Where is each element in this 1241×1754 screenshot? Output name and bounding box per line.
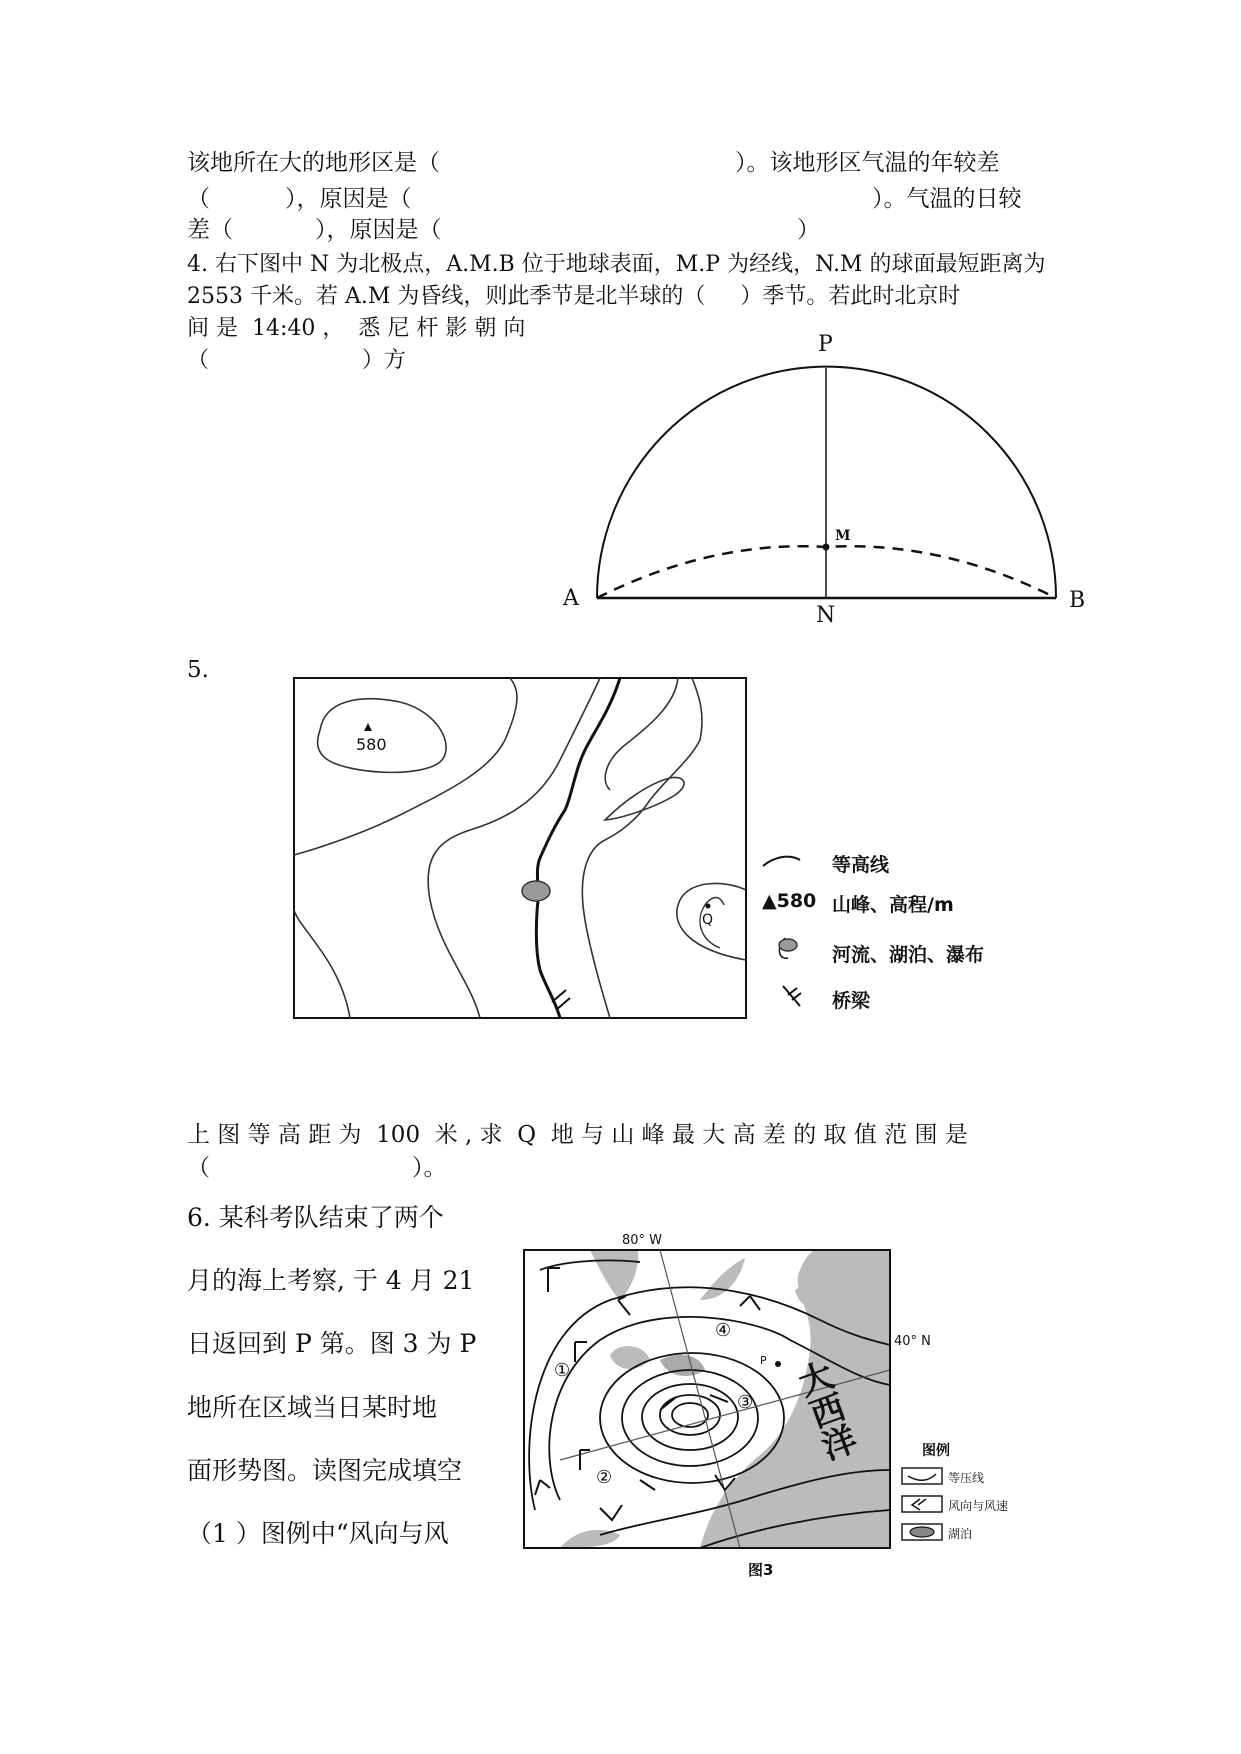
longitude-label: 80° W: [622, 1233, 663, 1248]
q3-line1-end: ）。该地形区气温的年较差: [735, 150, 1000, 176]
q4-line4-end: ）方: [362, 348, 407, 373]
marker-3: ③: [737, 1392, 754, 1413]
q6-line1: 6. 某科考队结束了两个: [187, 1203, 444, 1232]
label-a: A: [563, 586, 579, 611]
q4-line2: 2553 千米。若 A.M 为昏线，则此季节是北半球的（ ）季节。若此时北京时: [187, 284, 961, 309]
label-n: N: [816, 603, 836, 628]
q6-line6: （1 ）图例中“风向与风: [187, 1519, 449, 1548]
q3-line3-mid: ），原因是（: [315, 217, 442, 243]
legend-water: 河流、湖泊、瀑布: [832, 944, 985, 966]
legend-contour: 等高线: [832, 854, 890, 876]
legend-bridge: 桥梁: [832, 990, 871, 1012]
q3-line2-start: （: [187, 186, 210, 212]
q3-line3-end: ）: [797, 217, 820, 243]
q6-line2: 月的海上考察, 于 4 月 21: [187, 1266, 475, 1295]
q5-question-line2-start: （: [187, 1155, 210, 1181]
legend-title: 图例: [922, 1443, 950, 1459]
q3-line1-start: 该地所在大的地形区是（: [187, 150, 440, 176]
marker-2: ②: [596, 1467, 613, 1488]
q6-line3: 日返回到 P 第。图 3 为 P: [187, 1329, 477, 1358]
q5-number: 5.: [187, 657, 209, 683]
q3-line2-mid: ），原因是（: [285, 186, 412, 212]
label-b: B: [1069, 588, 1086, 613]
legend-peak-value: ▲580: [762, 890, 817, 912]
marker-1: ①: [554, 1360, 571, 1381]
q3-line2-end: ）。气温的日较: [872, 186, 1022, 212]
label-p: P: [818, 332, 833, 357]
q4-line1: 4. 右下图中 N 为北极点，A.M.B 位于地球表面，M.P 为经线，N.M 的球面最短距离为: [187, 252, 1046, 277]
point-p: P: [760, 1354, 767, 1367]
legend-wind: 风向与风速: [948, 1499, 1009, 1513]
ocean-label: 大西洋: [787, 1356, 861, 1466]
legend-lake: 湖泊: [948, 1527, 973, 1541]
marker-4: ④: [715, 1320, 732, 1341]
q5-question-line2-end: ）。: [412, 1155, 447, 1181]
peak-elevation: 580: [356, 735, 387, 754]
map-caption: 图3: [748, 1561, 774, 1579]
q6-line4: 地所在区域当日某时地: [187, 1393, 438, 1422]
q3-line3-start: 差（: [187, 217, 233, 243]
q6-line5: 面形势图。读图完成填空: [187, 1456, 463, 1485]
q5-question-line1: 上 图 等 高 距 为 100 米 , 求 Q 地 与 山 峰 最 大 高 差 的 取 值 范 围 是: [187, 1122, 968, 1148]
latitude-label: 40° N: [894, 1334, 931, 1349]
point-q: Q: [702, 912, 714, 928]
q4-line3: 间 是 14:40 ， 悉 尼 杆 影 朝 向: [187, 316, 526, 341]
legend-peak: 山峰、高程/m: [832, 894, 954, 916]
label-m: M: [835, 528, 851, 544]
legend-isobar: 等压线: [948, 1471, 985, 1485]
q4-line4-start: （: [187, 348, 210, 373]
